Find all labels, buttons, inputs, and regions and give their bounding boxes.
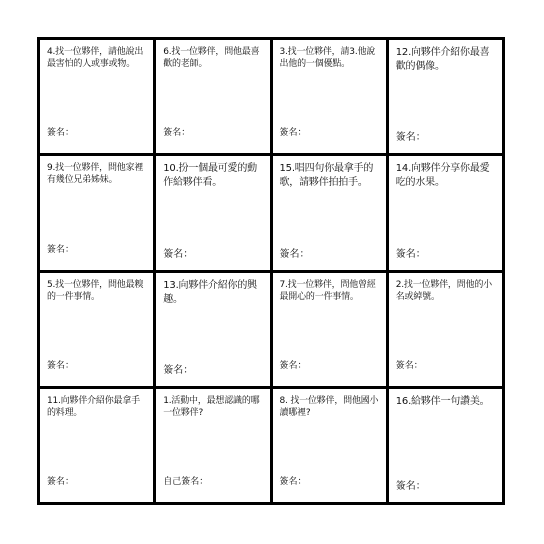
bingo-cell[interactable] [273,389,386,502]
signature-label: 簽名： [279,477,307,487]
cell-prompt: 5.找一位夥伴，問他最糗的一件事情。 [47,279,144,302]
signature-label: 簽名： [395,481,426,492]
signature-label: 簽名： [163,364,194,376]
bingo-cell[interactable] [389,40,502,153]
signature-label: 簽名： [47,360,75,371]
signature-label: 簽名： [47,128,75,139]
bingo-cell[interactable] [389,273,502,386]
cell-prompt: 7.找一位夥伴，問他曾經最開心的一件事情。 [279,279,376,302]
signature-label: 自己簽名： [163,477,209,487]
signature-label: 簽名： [47,244,75,255]
bingo-cell[interactable] [40,389,153,502]
bingo-cell[interactable] [156,156,269,269]
cell-prompt: 15.唱四句你最拿手的歌，請夥伴拍拍手。 [279,163,374,189]
signature-label: 簽名： [47,477,75,487]
signature-label: 簽名： [395,360,423,371]
bingo-cell[interactable] [156,273,269,386]
bingo-cell[interactable] [40,273,153,386]
bingo-cell[interactable] [273,156,386,269]
cell-prompt: 9.找一位夥伴，問他家裡有幾位兄弟姊妹。 [47,163,144,186]
cell-prompt: 12.向夥伴介紹你最喜歡的偶像。 [395,47,490,72]
cell-prompt: 8. 找一位夥伴，問他國小讀哪裡? [279,395,379,418]
cell-prompt: 2.找一位夥伴，問他的小名或綽號。 [395,279,492,302]
bingo-cell[interactable] [40,156,153,269]
cell-prompt: 4.找一位夥伴，請他說出最害怕的人或事或物。 [47,47,144,69]
signature-label: 簽名： [163,128,191,139]
cell-prompt: 16.給夥伴一句讚美。 [395,395,490,407]
bingo-cell[interactable] [389,389,502,502]
cell-prompt: 3.找一位夥伴，請3.他說出他的一個優點。 [279,47,376,69]
signature-label: 簽名： [395,132,426,144]
bingo-grid [37,37,505,505]
signature-label: 簽名： [279,248,310,260]
cell-prompt: 13.向夥伴介紹你的興趣。 [163,279,257,305]
signature-label: 簽名： [395,248,426,260]
bingo-cell[interactable] [273,273,386,386]
signature-label: 簽名： [279,128,307,139]
bingo-cell[interactable] [273,40,386,153]
bingo-cell[interactable] [156,389,269,502]
bingo-cell[interactable] [389,156,502,269]
signature-label: 簽名： [163,248,194,260]
cell-prompt: 14.向夥伴分享你最愛吃的水果。 [395,163,490,189]
signature-label: 簽名： [279,360,307,371]
cell-prompt: 1.活動中，最想認識的哪一位夥伴? [163,395,260,418]
bingo-cell[interactable] [156,40,269,153]
cell-prompt: 6.找一位夥伴，問他最喜歡的老師。 [163,47,260,69]
cell-prompt: 11.向夥伴介紹你最拿手的料理。 [47,395,140,418]
bingo-cell[interactable] [40,40,153,153]
cell-prompt: 10.扮一個最可愛的動作給夥伴看。 [163,163,257,189]
